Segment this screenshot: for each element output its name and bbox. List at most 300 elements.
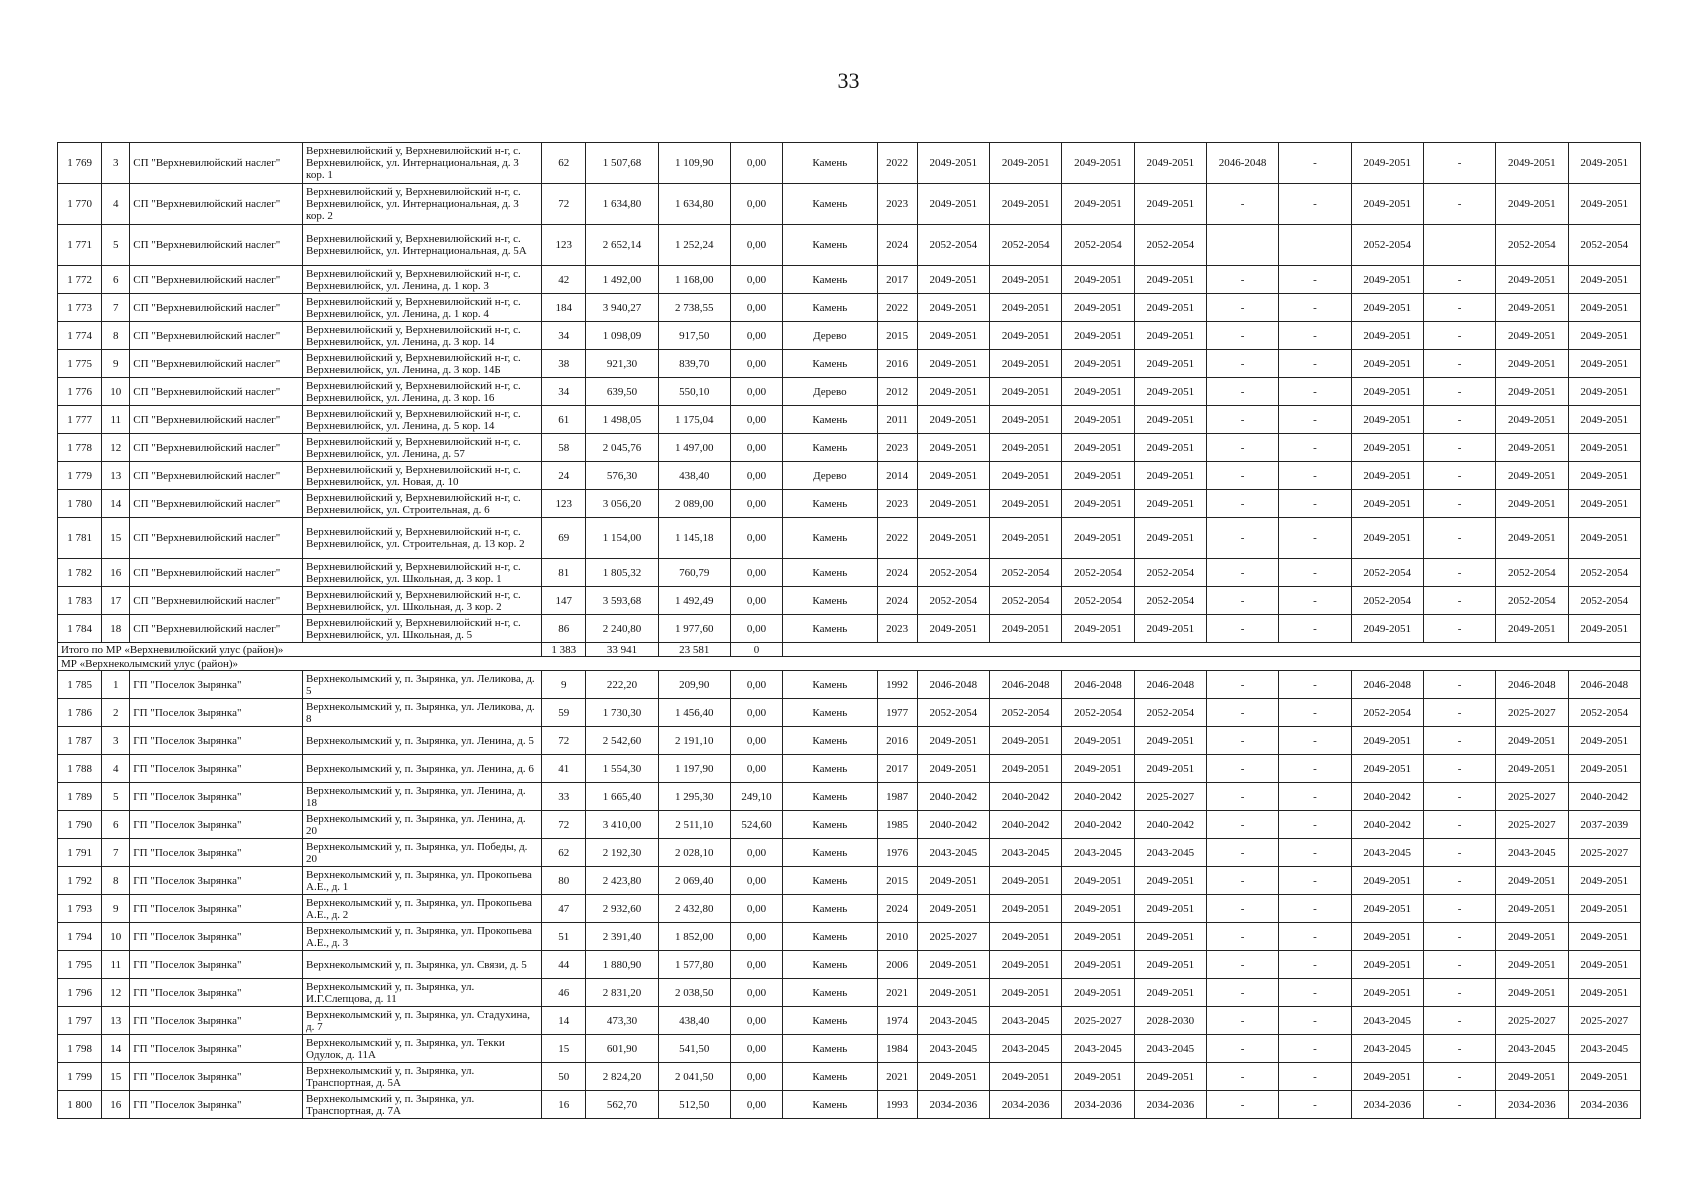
cell-repair-period-9: 2049-2051: [1496, 951, 1568, 979]
cell-repair-period-8: -: [1423, 184, 1495, 225]
cell-repair-period-2: 2049-2051: [990, 727, 1062, 755]
cell-local-number: 8: [102, 867, 130, 895]
cell-address: Верхнеколымский у, п. Зырянка, ул. Ленина, д. 20: [303, 811, 542, 839]
cell-organization: СП "Верхневилюйский наслег": [130, 490, 303, 518]
table-row: [58, 951, 1641, 979]
cell-total-area: 2 831,20: [586, 979, 658, 1007]
cell-repair-period-4: 2052-2054: [1134, 225, 1206, 266]
cell-repair-period-8: -: [1423, 490, 1495, 518]
cell-repair-period-9: 2049-2051: [1496, 434, 1568, 462]
table-body-part1: [58, 143, 1641, 643]
cell-local-number: 16: [102, 1091, 130, 1119]
cell-repair-period-1: 2049-2051: [917, 378, 989, 406]
cell-repair-period-8: -: [1423, 951, 1495, 979]
cell-repair-period-6: -: [1279, 518, 1351, 559]
cell-repair-period-6: -: [1279, 671, 1351, 699]
cell-repair-period-2: 2049-2051: [990, 322, 1062, 350]
cell-address: Верхневилюйский у, Верхневилюйский н-г, с. Верхневилюйск, ул. Ленина, д. 3 кор. 14Б: [303, 350, 542, 378]
cell-repair-period-10: 2049-2051: [1568, 184, 1640, 225]
cell-year-built: 1993: [877, 1091, 917, 1119]
cell-organization: ГП "Поселок Зырянка": [130, 951, 303, 979]
cell-total-area: 2 423,80: [586, 867, 658, 895]
cell-repair-period-8: -: [1423, 518, 1495, 559]
cell-repair-period-10: 2049-2051: [1568, 434, 1640, 462]
cell-year-built: 2023: [877, 490, 917, 518]
cell-wall-material: Дерево: [783, 322, 877, 350]
cell-total-area: 1 880,90: [586, 951, 658, 979]
cell-repair-period-5: -: [1206, 615, 1278, 643]
cell-total-area: 1 554,30: [586, 755, 658, 783]
cell-organization: СП "Верхневилюйский наслег": [130, 143, 303, 184]
cell-living-area: 209,90: [658, 671, 730, 699]
cell-repair-period-10: 2049-2051: [1568, 462, 1640, 490]
total-nonliving-area: 0: [730, 643, 782, 657]
cell-row-number: 1 780: [58, 490, 102, 518]
cell-repair-period-4: 2049-2051: [1134, 143, 1206, 184]
cell-repair-period-1: 2052-2054: [917, 559, 989, 587]
cell-repair-period-4: 2049-2051: [1134, 923, 1206, 951]
cell-repair-period-6: -: [1279, 1035, 1351, 1063]
cell-year-built: 2023: [877, 184, 917, 225]
cell-repair-period-5: -: [1206, 923, 1278, 951]
cell-nonliving-area: 0,00: [730, 755, 782, 783]
cell-nonliving-area: 0,00: [730, 350, 782, 378]
region-header: МР «Верхнеколымский улус (район)»: [58, 657, 1641, 671]
cell-repair-period-10: 2049-2051: [1568, 755, 1640, 783]
cell-repair-period-10: 2037-2039: [1568, 811, 1640, 839]
cell-local-number: 11: [102, 406, 130, 434]
cell-repair-period-4: 2040-2042: [1134, 811, 1206, 839]
cell-repair-period-9: 2049-2051: [1496, 322, 1568, 350]
cell-repair-period-10: 2049-2051: [1568, 350, 1640, 378]
cell-repair-period-5: -: [1206, 322, 1278, 350]
cell-wall-material: Камень: [783, 671, 877, 699]
cell-total-area: 222,20: [586, 671, 658, 699]
cell-repair-period-2: 2052-2054: [990, 699, 1062, 727]
cell-repair-period-9: 2052-2054: [1496, 225, 1568, 266]
cell-repair-period-10: 2049-2051: [1568, 951, 1640, 979]
cell-repair-period-3: 2043-2045: [1062, 1035, 1134, 1063]
cell-total-area: 1 154,00: [586, 518, 658, 559]
cell-repair-period-10: 2049-2051: [1568, 322, 1640, 350]
cell-apartments: 16: [542, 1091, 586, 1119]
cell-apartments: 123: [542, 490, 586, 518]
cell-repair-period-5: 2046-2048: [1206, 143, 1278, 184]
cell-wall-material: Камень: [783, 559, 877, 587]
cell-total-area: 2 652,14: [586, 225, 658, 266]
cell-repair-period-10: 2049-2051: [1568, 615, 1640, 643]
cell-organization: ГП "Поселок Зырянка": [130, 1007, 303, 1035]
cell-row-number: 1 790: [58, 811, 102, 839]
cell-repair-period-10: 2049-2051: [1568, 294, 1640, 322]
cell-repair-period-9: 2049-2051: [1496, 867, 1568, 895]
cell-organization: ГП "Поселок Зырянка": [130, 923, 303, 951]
cell-year-built: 1977: [877, 699, 917, 727]
cell-repair-period-3: 2052-2054: [1062, 587, 1134, 615]
cell-repair-period-4: 2052-2054: [1134, 587, 1206, 615]
cell-local-number: 5: [102, 783, 130, 811]
cell-repair-period-4: 2049-2051: [1134, 951, 1206, 979]
cell-repair-period-8: -: [1423, 979, 1495, 1007]
cell-repair-period-3: 2049-2051: [1062, 350, 1134, 378]
cell-nonliving-area: 0,00: [730, 1007, 782, 1035]
cell-repair-period-7: 2049-2051: [1351, 490, 1423, 518]
table-row: [58, 699, 1641, 727]
cell-repair-period-3: 2049-2051: [1062, 867, 1134, 895]
cell-repair-period-3: 2052-2054: [1062, 225, 1134, 266]
cell-repair-period-5: -: [1206, 979, 1278, 1007]
cell-repair-period-6: -: [1279, 587, 1351, 615]
cell-repair-period-8: -: [1423, 727, 1495, 755]
cell-total-area: 3 593,68: [586, 587, 658, 615]
cell-nonliving-area: 0,00: [730, 615, 782, 643]
cell-repair-period-5: -: [1206, 462, 1278, 490]
cell-living-area: 1 577,80: [658, 951, 730, 979]
cell-repair-period-1: 2049-2051: [917, 518, 989, 559]
cell-wall-material: Камень: [783, 350, 877, 378]
cell-wall-material: Камень: [783, 923, 877, 951]
table-row: [58, 867, 1641, 895]
cell-living-area: 1 492,49: [658, 587, 730, 615]
cell-repair-period-5: -: [1206, 951, 1278, 979]
cell-wall-material: Камень: [783, 783, 877, 811]
cell-organization: СП "Верхневилюйский наслег": [130, 559, 303, 587]
cell-repair-period-8: -: [1423, 867, 1495, 895]
cell-repair-period-3: 2049-2051: [1062, 434, 1134, 462]
cell-repair-period-6: -: [1279, 266, 1351, 294]
cell-repair-period-6: -: [1279, 951, 1351, 979]
cell-living-area: 917,50: [658, 322, 730, 350]
cell-row-number: 1 775: [58, 350, 102, 378]
cell-nonliving-area: 0,00: [730, 462, 782, 490]
cell-row-number: 1 793: [58, 895, 102, 923]
cell-wall-material: Камень: [783, 839, 877, 867]
cell-address: Верхнеколымский у, п. Зырянка, ул. Связи, д. 5: [303, 951, 542, 979]
cell-repair-period-5: -: [1206, 1091, 1278, 1119]
cell-repair-period-3: 2049-2051: [1062, 294, 1134, 322]
cell-year-built: 2017: [877, 755, 917, 783]
cell-row-number: 1 787: [58, 727, 102, 755]
cell-apartments: 123: [542, 225, 586, 266]
total-area: 33 941: [586, 643, 658, 657]
cell-nonliving-area: 0,00: [730, 266, 782, 294]
cell-living-area: 438,40: [658, 1007, 730, 1035]
cell-repair-period-2: 2034-2036: [990, 1091, 1062, 1119]
cell-year-built: 2024: [877, 225, 917, 266]
cell-repair-period-9: 2049-2051: [1496, 979, 1568, 1007]
cell-repair-period-4: 2049-2051: [1134, 406, 1206, 434]
cell-row-number: 1 782: [58, 559, 102, 587]
cell-repair-period-9: 2049-2051: [1496, 294, 1568, 322]
cell-repair-period-4: 2049-2051: [1134, 294, 1206, 322]
cell-repair-period-10: 2049-2051: [1568, 895, 1640, 923]
cell-repair-period-9: 2049-2051: [1496, 1063, 1568, 1091]
cell-wall-material: Камень: [783, 587, 877, 615]
cell-organization: СП "Верхневилюйский наслег": [130, 184, 303, 225]
table-body-part2: [58, 671, 1641, 1119]
cell-repair-period-8: -: [1423, 923, 1495, 951]
cell-repair-period-3: 2049-2051: [1062, 923, 1134, 951]
table-row: [58, 839, 1641, 867]
cell-repair-period-9: 2049-2051: [1496, 406, 1568, 434]
cell-nonliving-area: 0,00: [730, 923, 782, 951]
cell-repair-period-8: -: [1423, 615, 1495, 643]
cell-repair-period-1: 2049-2051: [917, 867, 989, 895]
cell-repair-period-8: -: [1423, 350, 1495, 378]
cell-repair-period-1: 2049-2051: [917, 979, 989, 1007]
cell-repair-period-10: 2040-2042: [1568, 783, 1640, 811]
cell-repair-period-4: 2043-2045: [1134, 1035, 1206, 1063]
cell-repair-period-3: 2052-2054: [1062, 559, 1134, 587]
cell-nonliving-area: 0,00: [730, 727, 782, 755]
cell-total-area: 2 045,76: [586, 434, 658, 462]
cell-repair-period-4: 2043-2045: [1134, 839, 1206, 867]
cell-repair-period-3: 2040-2042: [1062, 811, 1134, 839]
cell-address: Верхневилюйский у, Верхневилюйский н-г, с. Верхневилюйск, ул. Новая, д. 10: [303, 462, 542, 490]
cell-repair-period-10: 2049-2051: [1568, 979, 1640, 1007]
cell-repair-period-3: 2049-2051: [1062, 322, 1134, 350]
cell-organization: ГП "Поселок Зырянка": [130, 979, 303, 1007]
cell-row-number: 1 783: [58, 587, 102, 615]
cell-nonliving-area: 0,00: [730, 225, 782, 266]
cell-repair-period-2: 2049-2051: [990, 615, 1062, 643]
cell-repair-period-4: 2049-2051: [1134, 378, 1206, 406]
cell-address: Верхневилюйский у, Верхневилюйский н-г, с. Верхневилюйск, ул. Строительная, д. 13 кор. 2: [303, 518, 542, 559]
cell-local-number: 10: [102, 923, 130, 951]
cell-nonliving-area: 0,00: [730, 378, 782, 406]
cell-row-number: 1 774: [58, 322, 102, 350]
cell-total-area: 576,30: [586, 462, 658, 490]
cell-wall-material: Камень: [783, 951, 877, 979]
cell-address: Верхневилюйский у, Верхневилюйский н-г, с. Верхневилюйск, ул. Строительная, д. 6: [303, 490, 542, 518]
cell-apartments: 51: [542, 923, 586, 951]
cell-repair-period-3: 2052-2054: [1062, 699, 1134, 727]
cell-repair-period-7: 2049-2051: [1351, 294, 1423, 322]
cell-repair-period-4: 2049-2051: [1134, 184, 1206, 225]
cell-organization: СП "Верхневилюйский наслег": [130, 266, 303, 294]
cell-year-built: 2021: [877, 979, 917, 1007]
cell-repair-period-8: -: [1423, 895, 1495, 923]
cell-year-built: 1974: [877, 1007, 917, 1035]
cell-year-built: 2016: [877, 350, 917, 378]
cell-address: Верхнеколымский у, п. Зырянка, ул. Текки Одулок, д. 11А: [303, 1035, 542, 1063]
cell-wall-material: Дерево: [783, 462, 877, 490]
cell-repair-period-7: 2034-2036: [1351, 1091, 1423, 1119]
cell-apartments: 72: [542, 184, 586, 225]
cell-repair-period-6: -: [1279, 839, 1351, 867]
cell-nonliving-area: 0,00: [730, 951, 782, 979]
cell-repair-period-4: 2049-2051: [1134, 350, 1206, 378]
cell-total-area: 1 098,09: [586, 322, 658, 350]
cell-total-area: 2 240,80: [586, 615, 658, 643]
cell-repair-period-7: 2049-2051: [1351, 184, 1423, 225]
cell-repair-period-4: 2049-2051: [1134, 979, 1206, 1007]
cell-repair-period-4: 2034-2036: [1134, 1091, 1206, 1119]
cell-row-number: 1 777: [58, 406, 102, 434]
cell-repair-period-4: 2049-2051: [1134, 727, 1206, 755]
cell-apartments: 14: [542, 1007, 586, 1035]
cell-repair-period-2: 2040-2042: [990, 811, 1062, 839]
cell-apartments: 59: [542, 699, 586, 727]
cell-total-area: 1 805,32: [586, 559, 658, 587]
cell-repair-period-7: 2049-2051: [1351, 518, 1423, 559]
cell-local-number: 6: [102, 811, 130, 839]
cell-living-area: 1 175,04: [658, 406, 730, 434]
cell-repair-period-6: -: [1279, 1091, 1351, 1119]
cell-organization: СП "Верхневилюйский наслег": [130, 434, 303, 462]
cell-repair-period-6: -: [1279, 1063, 1351, 1091]
cell-repair-period-7: 2049-2051: [1351, 462, 1423, 490]
table-row: [58, 434, 1641, 462]
cell-address: Верхнеколымский у, п. Зырянка, ул. И.Г.Слепцова, д. 11: [303, 979, 542, 1007]
cell-repair-period-3: 2049-2051: [1062, 266, 1134, 294]
cell-repair-period-9: 2049-2051: [1496, 184, 1568, 225]
cell-repair-period-3: 2049-2051: [1062, 951, 1134, 979]
cell-apartments: 50: [542, 1063, 586, 1091]
cell-repair-period-5: -: [1206, 350, 1278, 378]
cell-repair-period-1: 2046-2048: [917, 671, 989, 699]
cell-nonliving-area: 0,00: [730, 1035, 782, 1063]
cell-repair-period-6: -: [1279, 406, 1351, 434]
cell-local-number: 3: [102, 727, 130, 755]
cell-wall-material: Камень: [783, 406, 877, 434]
cell-year-built: 2023: [877, 615, 917, 643]
cell-total-area: 2 824,20: [586, 1063, 658, 1091]
cell-repair-period-8: -: [1423, 699, 1495, 727]
cell-apartments: 24: [542, 462, 586, 490]
cell-repair-period-9: 2049-2051: [1496, 895, 1568, 923]
cell-repair-period-9: 2052-2054: [1496, 587, 1568, 615]
cell-repair-period-8: -: [1423, 434, 1495, 462]
cell-repair-period-9: 2049-2051: [1496, 518, 1568, 559]
cell-repair-period-8: -: [1423, 1091, 1495, 1119]
cell-repair-period-8: -: [1423, 406, 1495, 434]
cell-wall-material: Камень: [783, 867, 877, 895]
cell-total-area: 3 940,27: [586, 294, 658, 322]
cell-year-built: 2014: [877, 462, 917, 490]
cell-total-area: 601,90: [586, 1035, 658, 1063]
cell-row-number: 1 770: [58, 184, 102, 225]
cell-repair-period-5: -: [1206, 406, 1278, 434]
cell-row-number: 1 798: [58, 1035, 102, 1063]
cell-repair-period-7: 2049-2051: [1351, 979, 1423, 1007]
cell-repair-period-4: 2025-2027: [1134, 783, 1206, 811]
cell-repair-period-1: 2049-2051: [917, 434, 989, 462]
cell-year-built: 2024: [877, 895, 917, 923]
cell-total-area: 3 410,00: [586, 811, 658, 839]
cell-wall-material: Камень: [783, 266, 877, 294]
cell-local-number: 4: [102, 755, 130, 783]
cell-repair-period-6: -: [1279, 979, 1351, 1007]
cell-repair-period-2: 2049-2051: [990, 462, 1062, 490]
cell-repair-period-2: 2043-2045: [990, 839, 1062, 867]
cell-organization: ГП "Поселок Зырянка": [130, 1091, 303, 1119]
cell-local-number: 7: [102, 839, 130, 867]
cell-wall-material: Камень: [783, 490, 877, 518]
cell-repair-period-3: 2025-2027: [1062, 1007, 1134, 1035]
cell-organization: ГП "Поселок Зырянка": [130, 699, 303, 727]
cell-repair-period-5: -: [1206, 727, 1278, 755]
cell-repair-period-7: 2049-2051: [1351, 895, 1423, 923]
cell-repair-period-6: -: [1279, 895, 1351, 923]
cell-organization: ГП "Поселок Зырянка": [130, 727, 303, 755]
cell-nonliving-area: 0,00: [730, 1063, 782, 1091]
table-row: [58, 462, 1641, 490]
cell-repair-period-2: 2043-2045: [990, 1007, 1062, 1035]
table-row: [58, 143, 1641, 184]
cell-repair-period-1: 2049-2051: [917, 615, 989, 643]
cell-repair-period-1: 2049-2051: [917, 266, 989, 294]
cell-repair-period-7: 2049-2051: [1351, 266, 1423, 294]
table-row: [58, 615, 1641, 643]
cell-repair-period-1: 2043-2045: [917, 1035, 989, 1063]
cell-repair-period-2: 2049-2051: [990, 518, 1062, 559]
cell-wall-material: Камень: [783, 811, 877, 839]
table-row: [58, 783, 1641, 811]
cell-year-built: 1992: [877, 671, 917, 699]
cell-address: Верхнеколымский у, п. Зырянка, ул. Прокопьева А.Е., д. 1: [303, 867, 542, 895]
cell-repair-period-9: 2025-2027: [1496, 783, 1568, 811]
cell-living-area: 839,70: [658, 350, 730, 378]
cell-year-built: 1976: [877, 839, 917, 867]
cell-repair-period-10: 2025-2027: [1568, 1007, 1640, 1035]
cell-repair-period-7: 2040-2042: [1351, 783, 1423, 811]
cell-repair-period-9: 2052-2054: [1496, 559, 1568, 587]
cell-repair-period-1: 2049-2051: [917, 895, 989, 923]
cell-living-area: 1 977,60: [658, 615, 730, 643]
cell-row-number: 1 773: [58, 294, 102, 322]
cell-repair-period-1: 2049-2051: [917, 184, 989, 225]
cell-local-number: 4: [102, 184, 130, 225]
cell-repair-period-6: -: [1279, 434, 1351, 462]
cell-repair-period-2: 2049-2051: [990, 350, 1062, 378]
cell-row-number: 1 784: [58, 615, 102, 643]
table-row: [58, 1091, 1641, 1119]
cell-organization: ГП "Поселок Зырянка": [130, 1063, 303, 1091]
cell-repair-period-3: 2049-2051: [1062, 406, 1134, 434]
cell-living-area: 2 432,80: [658, 895, 730, 923]
cell-wall-material: Дерево: [783, 378, 877, 406]
table-row: [58, 979, 1641, 1007]
cell-nonliving-area: 0,00: [730, 699, 782, 727]
cell-repair-period-1: 2049-2051: [917, 951, 989, 979]
cell-living-area: 1 852,00: [658, 923, 730, 951]
cell-repair-period-6: -: [1279, 559, 1351, 587]
cell-repair-period-8: -: [1423, 322, 1495, 350]
cell-nonliving-area: 0,00: [730, 294, 782, 322]
cell-nonliving-area: 0,00: [730, 434, 782, 462]
cell-repair-period-1: 2049-2051: [917, 350, 989, 378]
cell-organization: ГП "Поселок Зырянка": [130, 755, 303, 783]
cell-nonliving-area: 0,00: [730, 184, 782, 225]
cell-nonliving-area: 0,00: [730, 143, 782, 184]
table-row: [58, 266, 1641, 294]
cell-row-number: 1 769: [58, 143, 102, 184]
cell-repair-period-8: -: [1423, 266, 1495, 294]
table-row: [58, 895, 1641, 923]
cell-repair-period-4: 2049-2051: [1134, 322, 1206, 350]
cell-living-area: 2 191,10: [658, 727, 730, 755]
cell-repair-period-7: 2049-2051: [1351, 350, 1423, 378]
cell-repair-period-5: -: [1206, 266, 1278, 294]
cell-nonliving-area: 0,00: [730, 671, 782, 699]
cell-total-area: 2 391,40: [586, 923, 658, 951]
cell-repair-period-7: 2049-2051: [1351, 923, 1423, 951]
cell-repair-period-7: 2049-2051: [1351, 322, 1423, 350]
cell-apartments: 72: [542, 727, 586, 755]
cell-repair-period-8: -: [1423, 378, 1495, 406]
cell-year-built: 1987: [877, 783, 917, 811]
